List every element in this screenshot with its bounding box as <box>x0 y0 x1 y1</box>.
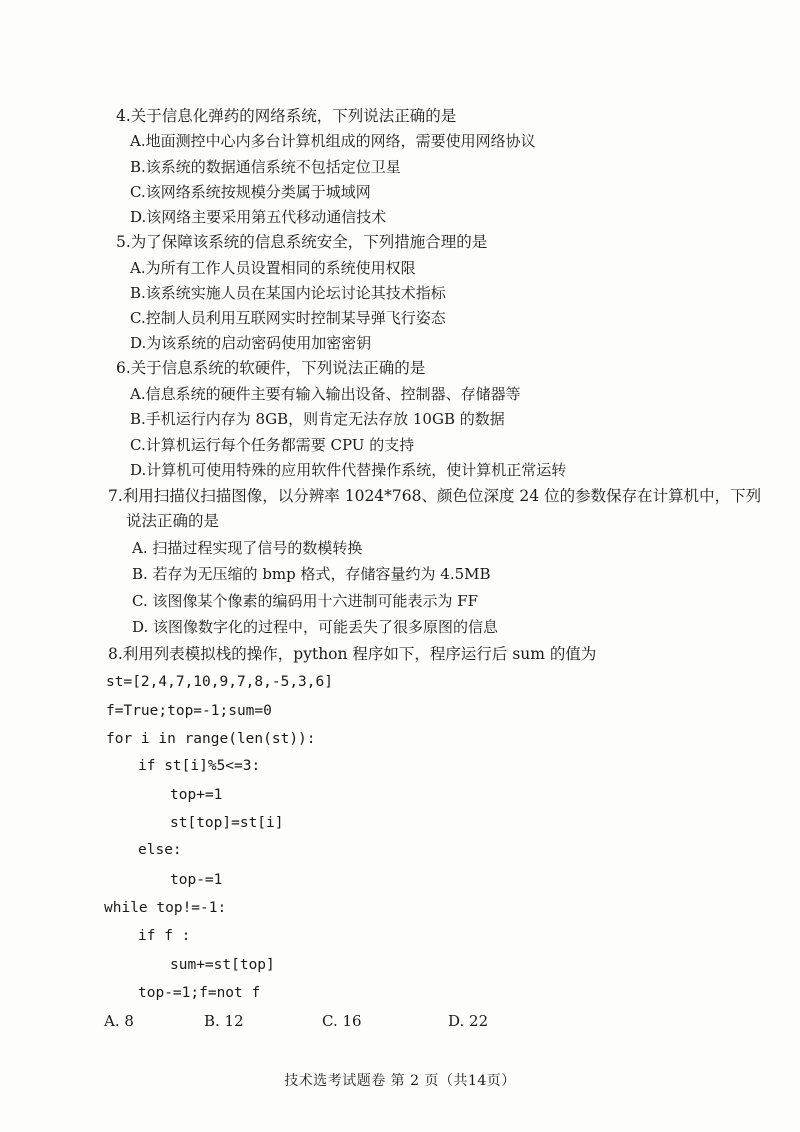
q7-option-b: B. 若存为无压缩的 bmp 格式，存储容量约为 4.5MB <box>132 565 491 583</box>
q7-option-c: C. 该图像某个像素的编码用十六进制可能表示为 FF <box>132 592 479 610</box>
page-footer: 技术选考试题卷 第 2 页（共14页） <box>284 1073 516 1089</box>
q5-option-d: D.为该系统的启动密码使用加密密钥 <box>130 334 372 352</box>
code-line: f=True;top=-1;sum=0 <box>106 703 272 719</box>
q7-stem-line2: 说法正确的是 <box>126 512 220 530</box>
code-line: sum+=st[top] <box>170 957 275 973</box>
q6-option-d: D.计算机可使用特殊的应用软件代替操作系统，使计算机正常运转 <box>130 461 567 479</box>
code-line: top-=1 <box>170 872 223 888</box>
q7-stem-line1: 7.利用扫描仪扫描图像，以分辨率 1024*768、颜色位深度 24 位的参数保存在计算机中，下列 <box>108 487 762 505</box>
q7-option-d: D. 该图像数字化的过程中，可能丢失了很多原图的信息 <box>132 618 499 636</box>
q7-option-a: A. 扫描过程实现了信号的数模转换 <box>132 539 363 557</box>
q5-stem: 5.为了保障该系统的信息系统安全，下列措施合理的是 <box>116 233 488 251</box>
q5-option-b: B.该系统实施人员在某国内论坛讨论其技术指标 <box>130 284 446 302</box>
q6-stem: 6.关于信息系统的软硬件，下列说法正确的是 <box>116 359 426 377</box>
code-line: st[top]=st[i] <box>170 815 284 831</box>
q8-option-a: A. 8 <box>104 1012 134 1030</box>
code-line: top+=1 <box>170 787 223 803</box>
q4-option-b: B.该系统的数据通信系统不包括定位卫星 <box>130 158 401 176</box>
q4-stem: 4.关于信息化弹药的网络系统，下列说法正确的是 <box>116 107 457 125</box>
q8-option-c: C. 16 <box>322 1012 362 1030</box>
q5-option-a: A.为所有工作人员设置相同的系统使用权限 <box>130 259 416 277</box>
q4-option-c: C.该网络系统按规模分类属于城域网 <box>130 183 371 201</box>
code-line: top-=1;f=not f <box>138 985 261 1001</box>
q6-option-b: B.手机运行内存为 8GB，则肯定无法存放 10GB 的数据 <box>130 410 505 428</box>
code-line: for i in range(len(st)): <box>106 731 316 747</box>
code-line: while top!=-1: <box>104 900 227 916</box>
q8-option-d: D. 22 <box>448 1012 489 1030</box>
q4-option-a: A.地面测控中心内多台计算机组成的网络，需要使用网络协议 <box>130 132 536 150</box>
q6-option-a: A.信息系统的硬件主要有输入输出设备、控制器、存储器等 <box>130 385 521 403</box>
q8-option-b: B. 12 <box>204 1012 244 1030</box>
code-line: st=[2,4,7,10,9,7,8,-5,3,6] <box>106 674 333 690</box>
code-line: if f : <box>138 928 191 944</box>
q5-option-c: C.控制人员利用互联网实时控制某导弹飞行姿态 <box>130 309 446 327</box>
q8-stem: 8.利用列表模拟栈的操作，python 程序如下，程序运行后 sum 的值为 <box>108 645 597 663</box>
q4-option-d: D.该网络主要采用第五代移动通信技术 <box>130 208 387 226</box>
code-line: if st[i]%5<=3: <box>138 758 261 774</box>
code-line: else: <box>138 842 182 858</box>
q8-options <box>104 1012 524 1034</box>
q6-option-c: C.计算机运行每个任务都需要 CPU 的支持 <box>130 436 415 454</box>
